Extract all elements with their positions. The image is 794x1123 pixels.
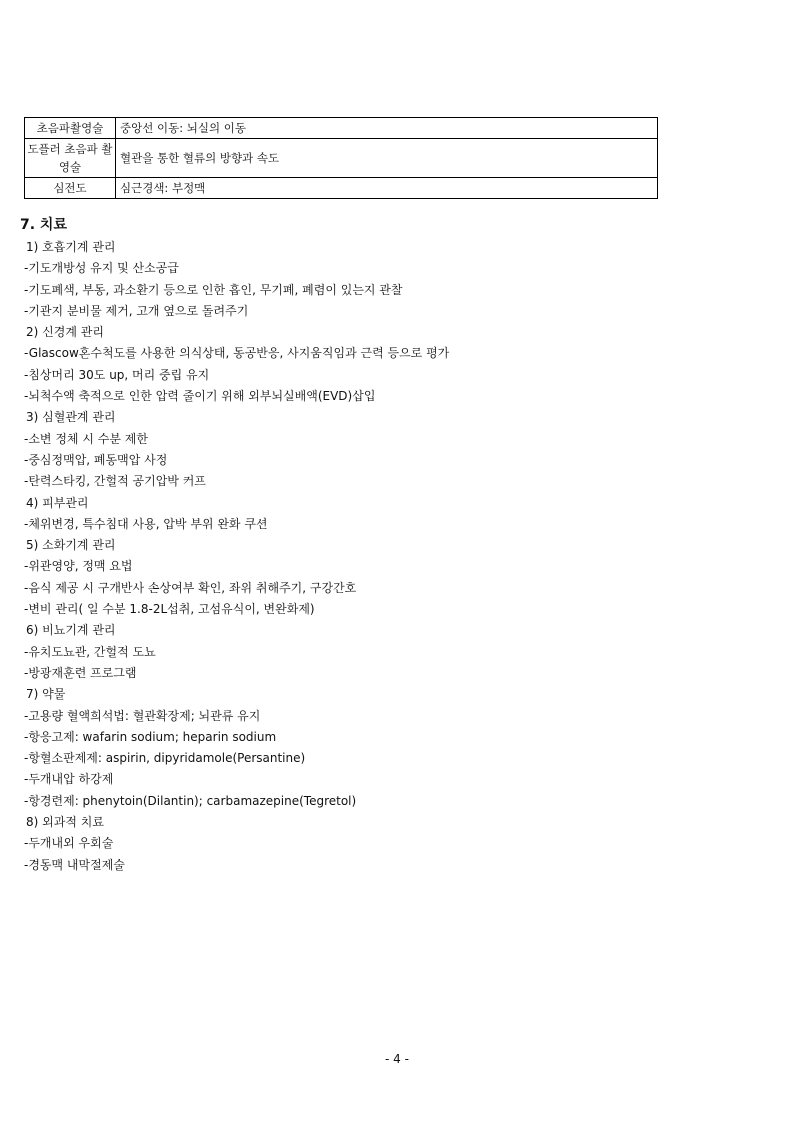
- exam-desc-cell: 혈관을 통한 혈류의 방향과 속도: [116, 139, 658, 178]
- section-title: 7. 치료: [20, 217, 67, 233]
- exam-name-cell: 심전도: [25, 178, 116, 199]
- group-heading: 6) 비뇨기계 관리: [26, 623, 116, 638]
- list-item: -유치도뇨관, 간헐적 도뇨: [24, 644, 156, 659]
- group-heading: 7) 약물: [26, 687, 66, 702]
- list-item: -방광재훈련 프로그램: [24, 665, 137, 680]
- group-heading: 8) 외과적 치료: [26, 815, 104, 830]
- list-item: -체위변경, 특수침대 사용, 압박 부위 완화 쿠션: [24, 516, 268, 531]
- list-item: -침상머리 30도 up, 머리 중립 유지: [24, 367, 210, 382]
- list-item: -기관지 분비물 제거, 고개 옆으로 돌려주기: [24, 303, 249, 318]
- group-heading: 1) 호흡기계 관리: [26, 240, 116, 254]
- exam-table: [24, 117, 658, 199]
- list-item: -변비 관리( 일 수분 1.8-2L섭취, 고섬유식이, 변완화제): [24, 602, 315, 617]
- exam-name-cell: 초음파촬영술: [25, 118, 116, 139]
- list-item: -기도개방성 유지 및 산소공급: [24, 261, 179, 276]
- list-item: -위관영양, 정맥 요법: [24, 559, 133, 574]
- list-item: -Glascow혼수척도를 사용한 의식상태, 동공반응, 사지움직임과 근력 등으로 평가: [24, 346, 450, 361]
- table-row: [25, 118, 658, 139]
- group-heading: 4) 피부관리: [26, 495, 89, 510]
- group-heading: 2) 신경계 관리: [26, 325, 104, 340]
- group-heading: 5) 소화기계 관리: [26, 538, 116, 553]
- list-item: -중심정맥압, 폐동맥압 사정: [24, 452, 168, 467]
- group-heading: 3) 심혈관계 관리: [26, 410, 116, 425]
- list-item: -항응고제: wafarin sodium; heparin sodium: [24, 729, 277, 744]
- table-row: [25, 178, 658, 199]
- list-item: -뇌척수액 축적으로 인한 압력 줄이기 위해 외부뇌실배액(EVD)삽입: [24, 389, 376, 404]
- exam-desc-cell: 중앙선 이동: 뇌실의 이동: [116, 118, 658, 139]
- list-item: -두개내외 우회술: [24, 836, 114, 851]
- list-item: -기도폐색, 부동, 과소환기 등으로 인한 흡인, 무기폐, 폐렴이 있는지 관찰: [24, 282, 403, 297]
- list-item: -고용량 혈액희석법: 혈관확장제; 뇌관류 유지: [24, 708, 261, 723]
- exam-desc-cell: 심근경색: 부정맥: [116, 178, 658, 199]
- list-item: -항경련제: phenytoin(Dilantin); carbamazepine(Tegretol): [24, 793, 357, 808]
- page-number: - 4 -: [385, 1052, 409, 1066]
- table-row: [25, 139, 658, 178]
- list-item: -소변 정체 시 수분 제한: [24, 431, 148, 446]
- list-item: -항혈소판제제: aspirin, dipyridamole(Persantine): [24, 751, 306, 766]
- list-item: -탄력스타킹, 간헐적 공기압박 커프: [24, 474, 206, 489]
- list-item: -두개내압 하강제: [24, 772, 114, 787]
- list-item: -경동맥 내막절제술: [24, 857, 125, 872]
- treatment-content: [24, 237, 764, 876]
- list-item: -음식 제공 시 구개반사 손상여부 확인, 좌위 취해주기, 구강간호: [24, 580, 357, 595]
- exam-name-cell: 도플러 초음파 촬영술: [25, 139, 116, 178]
